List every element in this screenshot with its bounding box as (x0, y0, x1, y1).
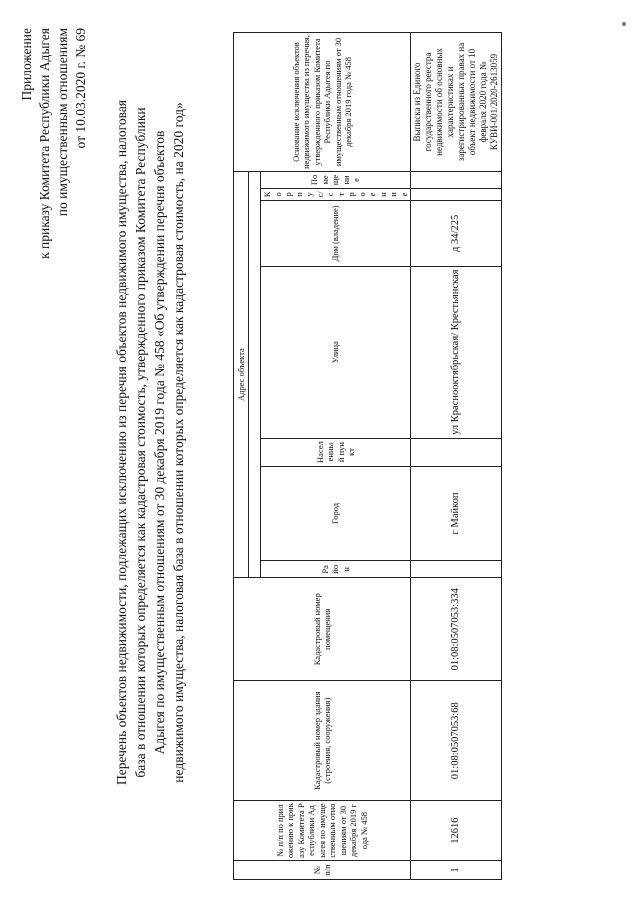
header-district: Район (261, 561, 411, 578)
cell-city: г Майкоп (411, 466, 502, 561)
header-building: Корпус/строение (261, 188, 411, 200)
appendix-header (18, 28, 90, 259)
cell-reason: Выписка из Единого государственного реестра недвижимости об основных характеристиках и зарегистрированных правах на объект недвижимости от 10 февраля 2020 года № КУВИ-001/2020-2613059 (411, 33, 502, 172)
header-reason: Основание исключения объектов недвижимого имущества из перечня, утвержденного приказом Комитета Республики Адыгея по имущественным отношениям от 30 декабря 2019 года № 458 (234, 33, 411, 172)
appendix-line-1: Приложение (19, 28, 34, 101)
header-cadastral-building: Кадастровый номер здания (строения, сооружения) (234, 681, 411, 801)
scan-speck (622, 22, 626, 26)
header-street: Улица (261, 266, 411, 438)
header-address-spacer (249, 171, 261, 577)
title-line-4: недвижимого имущества, налоговая база в отношении которых определяется как кадастровая стоимость, на 2020 год» (171, 102, 186, 783)
header-settlement: Населенный пункт (261, 438, 411, 466)
cell-settlement (411, 438, 502, 466)
cell-street: ул Краснооктябрьская/ Крестьянская (411, 266, 502, 438)
header-house: Дом (владение) (261, 200, 411, 266)
appendix-line-3: по имущественным отношениям (55, 28, 70, 217)
cell-district (411, 561, 502, 578)
header-address: Адрес объекта (234, 171, 249, 577)
header-city: Город (261, 466, 411, 561)
appendix-line-4: от 10.03.2020 г. № 69 (73, 28, 88, 149)
cell-building (411, 188, 502, 200)
cell-cadastral-room: 01:08:0507053:334 (411, 578, 502, 681)
header-cadastral-room: Кадастровый номер помещения (234, 578, 411, 681)
title-line-2: база в отношении которых определяется как кадастровая стоимость, утвержденного приказом Комитета Республики (133, 107, 148, 778)
header-num-in-appendix: № п/п по приложению к приказу Комитета Республики Адыгея по имущественным отношениям от 30 декабря 2019 года № 458 (234, 801, 411, 861)
cell-num-in-appendix: 12616 (411, 801, 502, 861)
cell-num: 1 (411, 861, 502, 880)
header-num: № п/п (234, 861, 411, 880)
table-row (411, 33, 502, 880)
objects-table (233, 32, 502, 880)
appendix-line-2: к приказу Комитета Республики Адыгея (37, 28, 52, 259)
title-line-1: Перечень объектов недвижимости, подлежащих исключению из перечня объектов недвижимого имущества, налоговая (114, 99, 129, 786)
cell-room-no (411, 171, 502, 188)
document-title (112, 20, 188, 865)
title-line-3: Адыгея по имущественным отношениям от 30 декабря 2019 года № 458 «Об утверждении перечня объектов (152, 130, 167, 755)
cell-cadastral-building: 01:08:0507053:68 (411, 681, 502, 801)
cell-house: д 34/225 (411, 200, 502, 266)
header-room-no: Помещение (261, 171, 411, 188)
